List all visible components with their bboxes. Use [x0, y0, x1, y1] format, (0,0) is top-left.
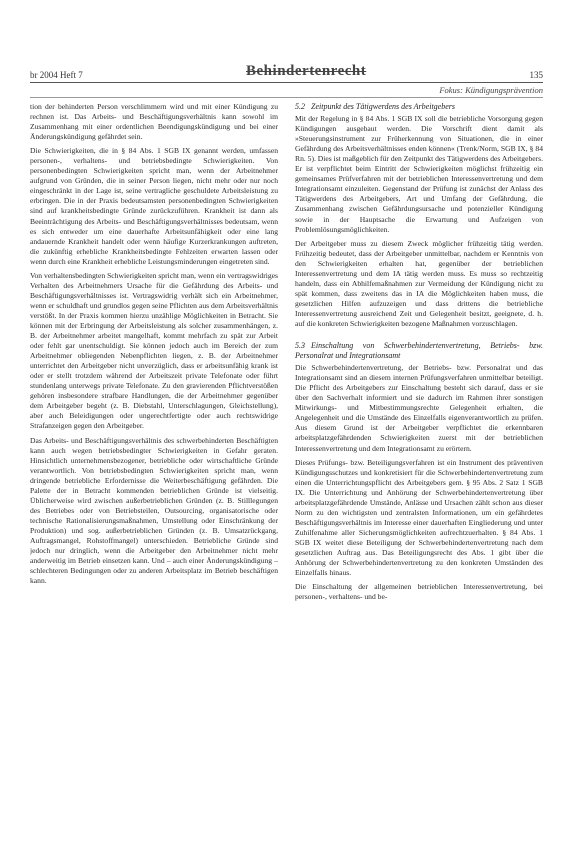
left-paragraph: Die Schwierigkeiten, die in § 84 Abs. 1 SGB IX genannt werden, umfassen personen-, verhaltens- und betriebsbedingte Schwierigkeiten. Von personenbedingten Schwierigkeiten spricht man, wenn der Arbeitnehmer aufgrund von Gründen, die in seiner Person liegen, nicht mehr oder nur noch eingeschränkt in der Lage ist, seine vertragliche geschuldete Arbeitsleistung zu erbringen. Die in der Praxis bedeutsamsten personenbedingten Schwierigkeiten sind auf krankheitsbedingte Gründe zurückzuführen. Krankheit ist dann als Beeinträchtigung des Arbeits- und Beschäftigungsverhältnisses bedeutsam, wenn es sich entweder um eine dauerhafte Arbeitsunfähigkeit oder eine lang andauernde Krankheit handelt oder wenn häufige Kurzerkrankungen auftreten, die zukünftig erhebliche Krankheitsbedingte Fehlzeiten erwarten lassen oder wenn durch eine Krankheit erhebliche Leistungsminderungen eingetreten sind. — [30, 146, 278, 266]
section-title: Zeitpunkt des Tätigwerdens des Arbeitgebers — [311, 102, 455, 111]
issue-label: br 2004 Heft 7 — [30, 70, 83, 80]
left-paragraph: Das Arbeits- und Beschäftigungsverhältnis des schwerbehinderten Beschäftigten kann auch wegen betriebsbedingter Schwierigkeiten in Gefahr geraten. Hinsichtlich unternehmensbezogener, betriebliche oder wirtschaftliche Gründe verantwortlich. Von betriebsbedingten Schwierigkeiten spricht man, wenn dringende betriebliche Erfordernisse die Weiterbeschäftigung gefährden. Die Palette der in Betracht kommenden betrieblichen Gründe ist vielseitig. Üblicherweise wird zwischen außerbetrieblichen Gründen (z. B. Stilllegungen des Betriebes oder von Betriebsteilen, Outsourcing, organisatorische oder technische Rationalisierungsmaßnahmen, Umstellung oder Einschränkung der Produktion) und sog. außerbetrieblichen Gründen (z. B. Umsatzrückgang, Auftragsmangel, Rohstoffmangel) unterschieden. Betriebliche Gründe sind jedoch nur dringlich, wenn die Arbeitgeber den Arbeitnehmer nicht mehr anderweitig im Betrieb einsetzen kann. Und – auch einer Änderungskündigung – schlechteren Bedingungen oder zu anderen Arbeitsplatz im Betrieb beschäftigen kann. — [30, 435, 278, 586]
section-number: 5.2 — [295, 102, 305, 111]
right-paragraph: Mit der Regelung in § 84 Abs. 1 SGB IX soll die betriebliche Vorsorgung gegen Kündigungen ausgebaut werden. Die Vorschrift dient damit als »Steuerungsinstrument zur Früherkennung von Situationen, die in einer Gefährdung des Arbeitsverhältnisses enden können« (Trenk/Norm, SGB IX, § 84 Rn. 5). Dies ist maßgeblich für den Zeitpunkt des Tätigwerdens des Arbeitgebers. Er ist verpflichtet beim Eintritt der Schwierigkeiten möglichst frühzeitig ein gemeinsames Prüfverfahren mit der betrieblichen Interessenvertretung und dem Integrationsamt einzuleiten. Gegenstand der Prüfung ist zunächst der Anlass des Tätigwerdens des Arbeitgebers, Art und Umfang der Gefährdung, die Zusammenhang zwischen Gefährdungsursache und potenzieller Kündigung sowie in der Hauptsache die Erwartung und Aufzeigen von Problemlösungsmöglichkeiten. — [295, 114, 543, 234]
right-paragraph: Der Arbeitgeber muss zu diesem Zweck möglicher frühzeitig tätig werden. Frühzeitig bedeutet, dass der Arbeitgeber unmittelbar, nachdem er Kenntnis von den Schwierigkeiten erhalten hat, gegenüber der betrieblichen Interessenvertretung und dem IA tätig werden muss. Es muss so rechtzeitig handeln, dass ein Abhilfemaßnahmen zur Vermeidung der Kündigung nicht zu spät kommen, dass zweitens das in IA die Möglichkeiten haben muss, die gesetzlichen Hilfen aufzuzeigen und dass drittens die betriebliche Interessenvertretung ausreichend Zeit und Gelegenheit besitzt, geeignete, d. h. auf die konkreten Schwierigkeiten bezogene Maßnahmen vorzuschlagen. — [295, 238, 543, 328]
running-header — [30, 62, 543, 80]
right-column — [295, 102, 543, 832]
section-title: Einschaltung von Schwerbehindertenvertretung, Betriebs- bzw. Personalrat und Integrationsamt — [295, 341, 543, 361]
section-heading-5-2 — [295, 102, 543, 112]
right-paragraph: Die Einschaltung der allgemeinen betrieblichen Interessenvertretung, bei personen-, verhaltens- und be- — [295, 582, 543, 602]
left-paragraph: tion der behinderten Person verschlimmern wird und mit einer Kündigung zu rechnen ist. Das Arbeits- und Beschäftigungsverhältnis kann sowohl im Zusammenhang mit einer ordentlichen Beendigungskündigung und bei einer Änderungskündigung gefährdet sein. — [30, 102, 278, 142]
journal-masthead: Behindertenrecht — [246, 63, 367, 79]
section-spacer — [295, 333, 543, 341]
page-number: 135 — [529, 70, 543, 80]
section-header-rule — [30, 97, 543, 98]
left-paragraph: Von verhaltensbedingten Schwierigkeiten spricht man, wenn ein vertragswidriges Verhalten des Arbeitnehmers Ursache für die Gefährdung des Arbeits- und Beschäftigungsverhältnisses ist. Vertragswidrig verhält sich ein Arbeitnehmer, wenn er schuldhaft und grundlos gegen seine Pflichten aus dem Arbeitsverhältnis verstößt. In der Praxis kommen hierzu unzählige Möglichkeiten in Betracht. Sie können mit der Erbringung der Arbeitsleistung als solcher zusammenhängen, z. B. der Arbeitnehmer arbeitet mangelhaft, kommt mehrfach zu spät zur Arbeit oder fehlt gar unentschuldigt. Sie können jedoch auch im Bereich der zum Arbeitnehmer obliegenden Nebenpflichten liegen, z. B. der Arbeitnehmer unterrichtet den Arbeitgeber nicht unverzüglich, dass er arbeitsunfähig krank ist oder er stellt trotzdem während der Arbeitszeit private Telefonate oder führt stundenlang unterwegs private Telefonate. Zu den gravierenden Pflichtverstößen gehören insbesondere strafbare Handlungen, die der Arbeitnehmer gegenüber dem Arbeitgeber begeht (z. B. Diebstahl, Unterschlagungen, Gleichstellung), aber auch Beleidigungen oder ungerechtfertigte oder auch rechtswidrige Strafanzeigen gegen den Arbeitgeber. — [30, 270, 278, 431]
section-number: 5.3 — [295, 341, 305, 351]
left-column — [30, 102, 278, 832]
header-rule — [30, 82, 543, 83]
section-header: Fokus: Kündigungsprävention — [439, 85, 543, 95]
section-heading-5-3 — [295, 341, 543, 361]
right-paragraph: Dieses Prüfungs- bzw. Beteiligungsverfahren ist ein Instrument des präventiven Kündigungsschutzes und konkretisiert für die Schwerbehindertenvertretung zum einen die Unterrichtungspflicht des Arbeitgebers gem. § 95 Abs. 2 Satz 1 SGB IX. Die Unterrichtung und Anhörung der Schwerbehindertenvertretung über arbeitsplatzgefährdende Umstände, Anlässe und Ursachen zählt schon aus dieser Norm zu den wichtigsten und zentralsten Informationen, um ein gefährdetes Beschäftigungsverhältnis im Interesse einer dauerhaften Eingliederung und unter Zuhilfenahme aller Sicherungsmöglichkeiten aufrechtzuerhalten. § 84 Abs. 1 SGB IX weitet diese Beteiligung der Schwerbehindertenvertretung nach dem gesetzlichen Auftrag aus. Das Beteiligungsrecht des Abs. 1 gibt über die Anhörung der Schwerbehindertenvertretung zu den konkreten Umständen des Einzelfalls hinaus. — [295, 457, 543, 578]
right-paragraph: Die Schwerbehindertenvertretung, der Betriebs- bzw. Personalrat und das Integrationsamt sind an diesem internen Prüfungsverfahren unmittelbar beteiligt. Die Pflicht des Arbeitgebers zur Einschaltung besteht sich darauf, dass er sie über den Sachverhalt informiert und sie dadurch im Rahmen ihrer sonstigen Mitwirkungs- und Mitbestimmungsrechte Gelegenheit erhalten, die Angelegenheit und die Umstände des Einzelfalls eigenverantwortlich zu prüfen. Aus diesem Grund ist der Arbeitgeber verpflichtet die erkennbaren arbeitsplatzgefährdenden Schwierigkeiten zuerst mit der betrieblichen Interessenvertretung und dem Integrationsamt zu erörtern. — [295, 363, 543, 453]
